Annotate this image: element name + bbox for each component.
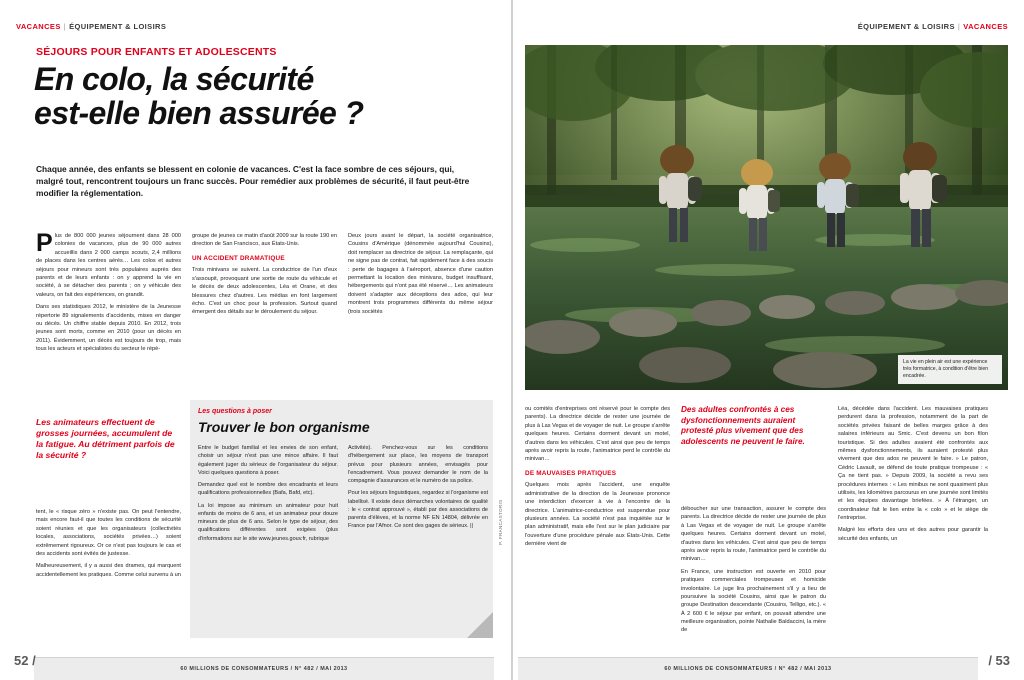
subhead-accident: UN ACCIDENT DRAMATIQUE <box>192 254 285 262</box>
subhead-bad-practices: DE MAUVAISES PRATIQUES <box>525 469 617 477</box>
paragraph: Quelques mois après l'accident, une enquête administrative de la direction de la Jeunesse prononce une interdiction d'exercer à vie à l'encontre de la directrice. L'animatrice-conductrice est suspendue pour plusieurs années. La société n'est pas inquiétée sur le plan administratif, mais elle l'est sur le plan judiciaire par l'ouverture d'une procédure pénale aux États-Unis. Cette dernière vient de <box>525 482 670 548</box>
paragraph: groupe de jeunes ce matin d'août 2009 sur la route 190 en direction de San Francisco, aux États-Unis. <box>192 233 337 248</box>
paragraph: Activités). Penchez-vous sur les conditions d'hébergement sur place, les moyens de transport prévus pour plusieurs années, envisagés pour l'encadrement. Vous pouvez demander le nom de la compagnie d'assurances et le numéro de sa police. <box>348 445 488 484</box>
paragraph: ou comités d'entreprises ont réservé pour le compte des parents). La directrice décide de rester une journée de plus à Las Vegas et de voyager de nuit. Le groupe s'arrête quelques heures. Certains dorment devant un motel, d'autres dans les véhicules. C'est ainsi que peu de temps après avoir repris la route, l'animatrice perd le contrôle du minivan… <box>525 406 670 463</box>
paragraph: Entre le budget familial et les envies de son enfant, choisir un séjour n'est pas une mince affaire. Il faut également juger du sérieux de l'organisateur du séjour. Voici quelques questions à poser. <box>198 445 338 476</box>
running-head-section: VACANCES <box>963 22 1008 31</box>
body-column-2 <box>192 232 337 321</box>
corner-arrow-icon <box>467 612 493 638</box>
body-column-1-continued <box>36 508 181 583</box>
running-head-subsection: ÉQUIPEMENT & LOISIRS <box>69 22 167 31</box>
photo-illustration <box>525 45 1008 390</box>
article-kicker: SÉJOURS POUR ENFANTS ET ADOLESCENTS <box>36 46 277 58</box>
paragraph: Plus de 800 000 jeunes séjournent dans 28 000 colonies de vacances, plus de 90 000 autres accueillis dans 2 000 camps scouts, 2,4 millions de places dans les centres aérés… Les colos et autres séjours pour mineurs sont très populaires auprès des parents et de leurs enfants : on y apprend la vie en société, à se détacher des parents ; on y véhicule des valeurs, on fait des expériences, on grandit. <box>36 229 181 298</box>
sidebar-tag: Les questions à poser <box>198 408 272 415</box>
running-head-section: VACANCES <box>16 22 61 31</box>
paragraph: Léa, décédée dans l'accident. Les mauvaises pratiques perdurent dans la profession, notamment de la part de sociétés privées faisant de belles marges grâce à des salaires inférieurs au Smic. C'est devenu un bon filon touristique. Si des adultes avaient été confrontés aux mêmes dysfonctionnements, ils auraient protesté plus vivement que des ados ne peuvent le faire. » Le patron, Cédric Lavault, se défend de toute pratique trompeuse : « Ça ne tient pas. » Depuis 2009, la société a revu ses procédures internes : « Les minibus ne sont quasiment plus utilisés, les kilomètres parcourus en une journée sont limités et les équipes davantage briefées. » À l'étranger, un coordinateur fait le lien entre la « colo » et le siège de l'entreprise. <box>838 406 988 522</box>
running-head-left: VACANCES | ÉQUIPEMENT & LOISIRS <box>16 22 167 31</box>
folio-left: 52 / <box>14 653 36 668</box>
paragraph: Malgré les efforts des uns et des autres pour garantir la sécurité des enfants, un <box>838 527 988 542</box>
footer-left: 60 MILLIONS DE CONSOMMATEURS / N° 482 / MAI 2013 <box>34 658 494 680</box>
paragraph: En France, une instruction est ouverte en 2010 pour pratiques commerciales trompeuses et homicide involontaire. Le juge lira prochainement s'il y a lieu de poursuivre la société Cousins, ainsi que le patron du groupe Destination descendante (Cousins, Telligo, etc.). « À 2 600 € le séjour par enfant, on pouvait attendre une meilleure organisation, pointe Nathalie Baldaccini, la mère de <box>681 568 826 634</box>
photo-credit: P. FRANCASTORIS <box>498 499 503 545</box>
paragraph: Trois minivans se suivent. La conductrice de l'un d'eux s'assoupit, provoquant une sortie de route du véhicule et le décès de deux adolescentes, Léa et Orane, et des blessures chez d'autres. Les médias en font largement écho. C'est un choc pour la profession. Surtout quand émergent des détails sur le déroulement du séjour. <box>192 267 337 316</box>
sidebar-column-1 <box>198 444 338 547</box>
headline-line-1: En colo, la sécurité <box>34 61 314 97</box>
headline-line-2: est-elle bien assurée ? <box>34 95 364 132</box>
sidebar-title: Trouver le bon organisme <box>198 419 370 435</box>
paragraph: Deux jours avant le départ, la société organisatrice, Cousins d'Amérique (dénommée aujourd'hui Cousins), doit remplacer sa directrice de séjour. La remplaçante, qui ne signe pas de contrat, fait rapidement face à des soucis : perte de bagages à l'aéroport, absence d'une caution permettant la location des minivans, budget insuffisant, hébergements qui n'ont pas été réservé… Les animateurs doivent s'adapter aux déceptions des ados, qui leur montrent trois programmes différents du même séjour (trois sociétés <box>348 233 493 315</box>
photo-caption: La vie en plein air est une expérience très formatrice, à condition d'être bien encadrée. <box>898 355 1002 384</box>
sidebar-column-2 <box>348 444 488 535</box>
paragraph: tent, le « risque zéro » n'existe pas. On peut l'entendre, mais encore faut-il que toutes les conditions de sécurité soient réunies et que les organisateurs (collectivités locales, associations, sociétés privées…) soient extrêmement rigoureux. Or ce n'est pas toujours le cas et des accidents sont évités de justesse. <box>36 509 181 557</box>
pull-quote-right: Des adultes confrontés à ces dysfonctionnements auraient protesté plus vivement que des adolescents ne peuvent le faire. <box>681 405 805 446</box>
body-column-5 <box>681 505 826 639</box>
running-head-subsection: ÉQUIPEMENT & LOISIRS <box>857 22 955 31</box>
body-column-4 <box>525 405 670 552</box>
paragraph: Pour les séjours linguistiques, regardez si l'organisme est labellisé. Il existe deux démarches volontaires de qualité : le « contrat approuvé », établi par des associations de parents d'élèves, et la norme NF EN 14804, délivrée en France par l'Afnor. Ce sont des gages de sérieux. || <box>348 490 488 530</box>
page-gutter <box>511 0 513 680</box>
article-standfirst: Chaque année, des enfants se blessent en colonie de vacances. C'est la face sombre de ces séjours, qui, malgré tout, rencontrent toujours un franc succès. Pour remédier aux problèmes de sécurité, il faut peut-être modifier la réglementation. <box>36 164 470 199</box>
paragraph: Malheureusement, il y a aussi des drames, qui marquent accidentellement les pratiques. Comme celui survenu à un <box>36 563 181 578</box>
body-column-6 <box>838 405 988 547</box>
footer-right: 60 MILLIONS DE CONSOMMATEURS / N° 482 / MAI 2013 <box>518 658 978 680</box>
paragraph: Dans ses statistiques 2012, le ministère de la Jeunesse répertorie 89 signalements d'accidents, mises en danger ou décès. Un chiffre stable depuis 2010. En 2012, trois jeunes sont morts, comme en 2010 (pour un décès en 2011). Évidemment, un décès est toujours de trop, mais tous les acteurs et spécialistes du secteur le répè- <box>36 304 181 353</box>
pull-quote-left: Les animateurs effectuent de grosses journées, accumulent de la fatigue. Au détriment parfois de la sécurité ? <box>36 417 175 460</box>
article-photo <box>525 45 1008 390</box>
paragraph: déboucher sur une transaction, assurer le compte des parents. La directrice décide de rester une journée de plus à Las Vegas et de voyager de nuit. Le groupe s'arrête quelques heures. Certains dorment devant un motel, d'autres dans les véhicules. C'est ainsi que peu de temps après avoir repris la route, l'animatrice perd le contrôle du minivan… <box>681 506 826 563</box>
page-title <box>34 62 454 130</box>
running-head-right: ÉQUIPEMENT & LOISIRS | VACANCES <box>857 22 1008 31</box>
body-column-1 <box>36 229 181 357</box>
sidebar-questions-box <box>190 400 493 638</box>
paragraph: Demandez quel est le nombre des encadrants et leurs qualifications professionnelles (Bafa, Bafd, etc). <box>198 482 338 497</box>
body-column-3 <box>348 232 493 320</box>
folio-right: / 53 <box>988 653 1010 668</box>
paragraph: La loi impose au minimum un animateur pour huit enfants de moins de 6 ans, et un animateur pour douze mineurs de plus de 6 ans. Selon le type de séjour, des qualifications différentes sont exigées (plus d'informations sur le site www.jeunes.gouv.fr, rubrique <box>198 502 338 542</box>
